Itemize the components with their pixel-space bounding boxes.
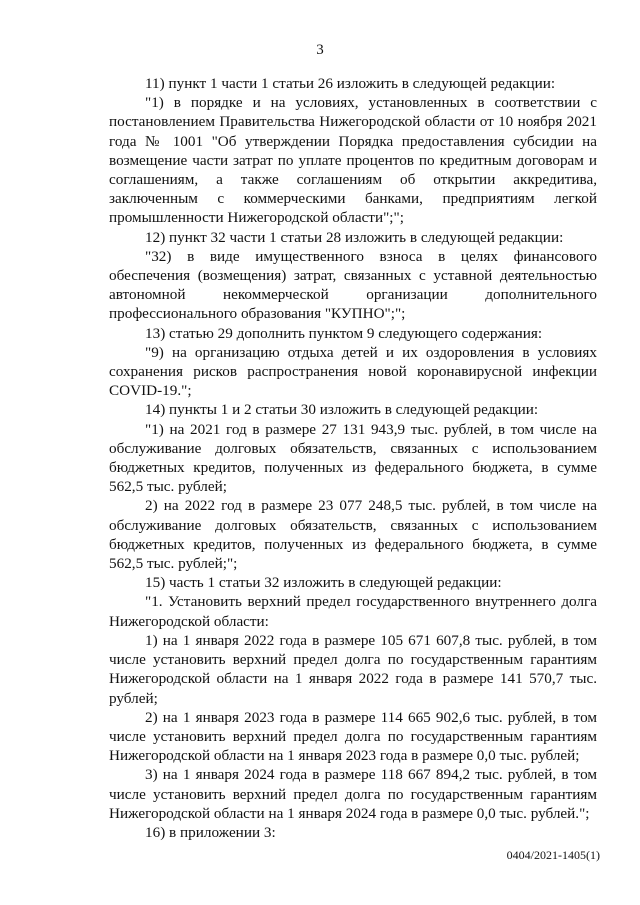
document-code: 0404/2021-1405(1) bbox=[506, 848, 600, 862]
paragraph-item-11: 11) пункт 1 части 1 статьи 26 изложить в следующей редакции: bbox=[145, 75, 556, 92]
paragraph-quote-9: "9) на организацию отдыха детей и их оздоровления в условиях сохранения рисков распространения новой коронавирусной инфекции COVID-19."; bbox=[109, 343, 597, 400]
paragraph-debt-2024: 3) на 1 января 2024 года в размере 118 667 894,2 тыс. рублей, в том числе установить верхний предел долга по государственным гарантиям Нижегородской области на 1 января 2024 года в размере 0,0 тыс. рублей."; bbox=[109, 766, 597, 822]
paragraph-item-15: 15) часть 1 статьи 32 изложить в следующей редакции: bbox=[145, 574, 502, 592]
paragraph-item-14: 14) пункты 1 и 2 статьи 30 изложить в следующей редакции: bbox=[145, 401, 539, 419]
paragraph-2022: 2) на 2022 год в размере 23 077 248,5 тыс. рублей, в том числе на обслуживание долговых обязательств, связанных с использованием бюджетных кредитов, полученных из федерального бюджета, в сумме 562,5 тыс. рублей;"; bbox=[109, 497, 597, 573]
page-number: 3 bbox=[316, 42, 324, 58]
paragraph-debt-limit: "1. Установить верхний предел государственного внутреннего долга Нижегородской области: bbox=[109, 593, 597, 630]
document-body bbox=[109, 74, 597, 842]
paragraph-item-16: 16) в приложении 3: bbox=[145, 823, 276, 841]
paragraph-debt-2023: 2) на 1 января 2023 года в размере 114 665 902,6 тыс. рублей, в том числе установить верхний предел долга по государственным гарантиям Нижегородской области на 1 января 2023 года в размере 0,0 тыс. рублей; bbox=[109, 708, 597, 765]
paragraph-quote-1: "1) в порядке и на условиях, установленных в соответствии с постановлением Правительства Нижегородской области от 10 ноября 2021 года № 1001 "Об утверждении Порядка предоставления субсидии на возмещение части затрат по уплате процентов по кредитным договорам и соглашениям, а также соглашениям об открытии аккредитива, заключенным с коммерческими банками, предприятиям легкой промышленности Нижегородской области";"; bbox=[109, 94, 597, 227]
paragraph-item-12: 12) пункт 32 части 1 статьи 28 изложить в следующей редакции: bbox=[145, 228, 564, 246]
paragraph-2021: "1) на 2021 год в размере 27 131 943,9 тыс. рублей, в том числе на обслуживание долговых обязательств, связанных с использованием бюджетных кредитов, полученных из федерального бюджета, в сумме 562,5 тыс. рублей; bbox=[109, 420, 597, 496]
paragraph-item-13: 13) статью 29 дополнить пунктом 9 следующего содержания: bbox=[145, 324, 543, 342]
paragraph-debt-2022: 1) на 1 января 2022 года в размере 105 671 607,8 тыс. рублей, в том числе установить верхний предел долга по государственным гарантиям Нижегородской области на 1 января 2022 года в размере 141 570,7 тыс. рублей; bbox=[109, 631, 597, 707]
paragraph-quote-32: "32) в виде имущественного взноса в целях финансового обеспечения (возмещения) затрат, связанных с уставной деятельностью автономной некоммерческой организации дополнительного профессионального образования "КУПНО";"; bbox=[109, 247, 597, 323]
